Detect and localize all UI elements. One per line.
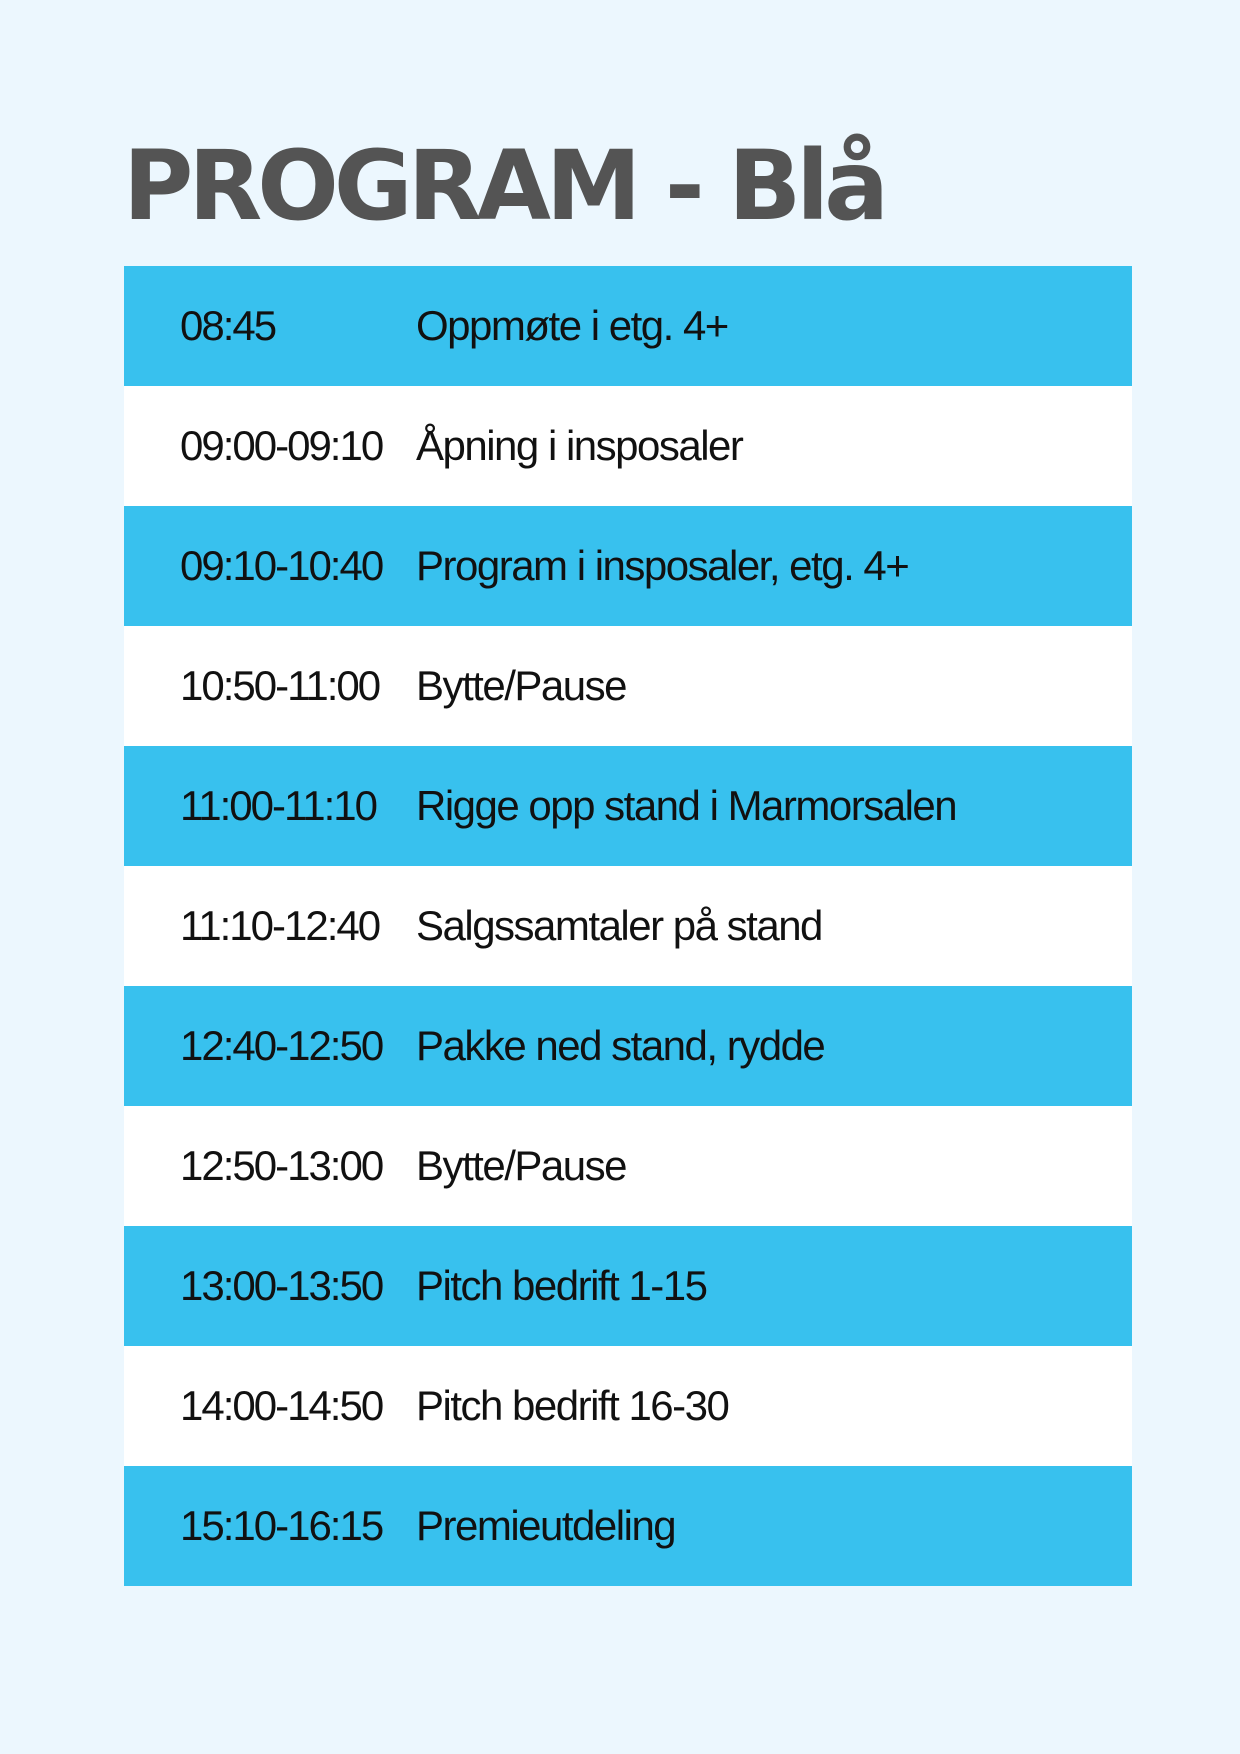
- row-activity: Premieutdeling: [416, 1502, 676, 1549]
- schedule-row: [124, 866, 1132, 986]
- schedule-row: [124, 1466, 1132, 1586]
- schedule-row: [124, 266, 1132, 386]
- row-activity: Bytte/Pause: [416, 662, 626, 709]
- row-time: 14:00-14:50: [180, 1382, 383, 1429]
- schedule-row: [124, 1106, 1132, 1226]
- schedule-table: [124, 266, 1132, 1586]
- row-activity: Salgssamtaler på stand: [416, 902, 822, 949]
- row-activity: Pitch bedrift 16-30: [416, 1382, 729, 1429]
- row-time: 13:00-13:50: [180, 1262, 383, 1309]
- schedule-row: [124, 1346, 1132, 1466]
- row-activity: Oppmøte i etg. 4+: [416, 302, 728, 349]
- row-time: 09:00-09:10: [180, 422, 383, 469]
- page-title: PROGRAM - Blå: [123, 130, 884, 242]
- schedule-row: [124, 386, 1132, 506]
- schedule-row: [124, 626, 1132, 746]
- schedule-row: [124, 506, 1132, 626]
- row-activity: Program i insposaler, etg. 4+: [416, 542, 909, 589]
- row-time: 08:45: [180, 302, 276, 349]
- row-time: 11:10-12:40: [180, 902, 380, 949]
- row-time: 10:50-11:00: [180, 662, 380, 709]
- row-activity: Åpning i insposaler: [416, 422, 743, 469]
- schedule-row: [124, 986, 1132, 1106]
- row-time: 11:00-11:10: [180, 782, 376, 829]
- row-activity: Bytte/Pause: [416, 1142, 626, 1189]
- row-activity: Pakke ned stand, rydde: [416, 1022, 825, 1069]
- row-activity: Pitch bedrift 1-15: [416, 1262, 707, 1309]
- schedule-row: [124, 1226, 1132, 1346]
- row-time: 15:10-16:15: [180, 1502, 383, 1549]
- row-time: 12:40-12:50: [180, 1022, 383, 1069]
- row-activity: Rigge opp stand i Marmorsalen: [416, 782, 957, 829]
- schedule-row: [124, 746, 1132, 866]
- row-time: 09:10-10:40: [180, 542, 383, 589]
- row-time: 12:50-13:00: [180, 1142, 383, 1189]
